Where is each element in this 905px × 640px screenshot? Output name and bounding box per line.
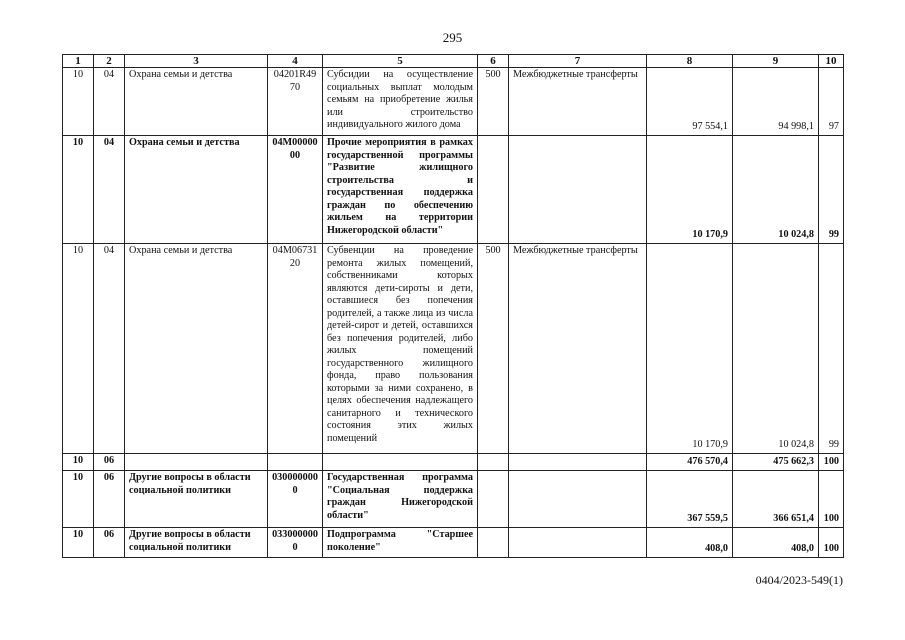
subsection-code: 04 bbox=[94, 244, 125, 454]
table-row bbox=[63, 244, 844, 454]
description: Государственная программа "Социальная поддержка граждан Нижегородской области" bbox=[323, 471, 478, 528]
target-code: 04М0000000 bbox=[268, 136, 323, 244]
section-code: 10 bbox=[63, 454, 94, 471]
expense-type-name: Межбюджетные трансферты bbox=[509, 244, 647, 454]
col-header: 2 bbox=[94, 55, 125, 68]
subsection-code: 06 bbox=[94, 528, 125, 558]
percent-executed: 97 bbox=[819, 68, 844, 136]
percent-executed: 100 bbox=[819, 454, 844, 471]
amount-planned: 367 559,5 bbox=[647, 471, 733, 528]
section-code: 10 bbox=[63, 471, 94, 528]
col-header: 1 bbox=[63, 55, 94, 68]
percent-executed: 99 bbox=[819, 136, 844, 244]
expense-type-code: 500 bbox=[478, 68, 509, 136]
subsection-code: 04 bbox=[94, 136, 125, 244]
col-header: 4 bbox=[268, 55, 323, 68]
target-code: 04201R4970 bbox=[268, 68, 323, 136]
description bbox=[323, 454, 478, 471]
amount-planned: 10 170,9 bbox=[647, 136, 733, 244]
table-row bbox=[63, 136, 844, 244]
expense-type-name: Межбюджетные трансферты bbox=[509, 68, 647, 136]
subsection-code: 04 bbox=[94, 68, 125, 136]
section-code: 10 bbox=[63, 68, 94, 136]
col-header: 7 bbox=[509, 55, 647, 68]
expense-type-code bbox=[478, 454, 509, 471]
col-header: 8 bbox=[647, 55, 733, 68]
target-code: 04М0673120 bbox=[268, 244, 323, 454]
budget-table bbox=[62, 54, 844, 558]
col-header: 9 bbox=[733, 55, 819, 68]
subsection-code: 06 bbox=[94, 471, 125, 528]
amount-planned: 97 554,1 bbox=[647, 68, 733, 136]
expense-type-code bbox=[478, 471, 509, 528]
col-header: 5 bbox=[323, 55, 478, 68]
amount-executed: 475 662,3 bbox=[733, 454, 819, 471]
expense-type-code: 500 bbox=[478, 244, 509, 454]
document-code: 0404/2023-549(1) bbox=[755, 573, 843, 587]
amount-planned: 10 170,9 bbox=[647, 244, 733, 454]
col-header: 6 bbox=[478, 55, 509, 68]
amount-planned: 476 570,4 bbox=[647, 454, 733, 471]
percent-executed: 100 bbox=[819, 471, 844, 528]
description: Подпрограмма "Старшее поколение" bbox=[323, 528, 478, 558]
subsection-code: 06 bbox=[94, 454, 125, 471]
target-code bbox=[268, 454, 323, 471]
expense-type-name bbox=[509, 471, 647, 528]
amount-executed: 10 024,8 bbox=[733, 244, 819, 454]
subsection-name bbox=[125, 454, 268, 471]
table-row bbox=[63, 471, 844, 528]
description: Субсидии на осуществление социальных выплат молодым семьям на приобретение жилья или строительство индивидуального жилого дома bbox=[323, 68, 478, 136]
amount-executed: 10 024,8 bbox=[733, 136, 819, 244]
amount-executed: 94 998,1 bbox=[733, 68, 819, 136]
subsection-name: Другие вопросы в области социальной политики bbox=[125, 528, 268, 558]
header-row bbox=[63, 55, 844, 68]
table-row bbox=[63, 454, 844, 471]
subsection-name: Другие вопросы в области социальной политики bbox=[125, 471, 268, 528]
amount-executed: 408,0 bbox=[733, 528, 819, 558]
table-row bbox=[63, 68, 844, 136]
col-header: 3 bbox=[125, 55, 268, 68]
target-code: 0300000000 bbox=[268, 471, 323, 528]
col-header: 10 bbox=[819, 55, 844, 68]
page-number: 295 bbox=[442, 30, 463, 45]
subsection-name: Охрана семьи и детства bbox=[125, 244, 268, 454]
description: Субвенции на проведение ремонта жилых помещений, собственниками которых являются дети-сироты и дети, оставшиеся без попечения родителей, а также лица из числа детей-сирот и детей, оставшихся без попечения родителей, либо жилых помещений государственного жилищного фонда, право пользования которыми за ними сохранено, в целях обеспечения надлежащего санитарного и технического состояния этих жилых помещений bbox=[323, 244, 478, 454]
subsection-name: Охрана семьи и детства bbox=[125, 136, 268, 244]
section-code: 10 bbox=[63, 244, 94, 454]
percent-executed: 100 bbox=[819, 528, 844, 558]
expense-type-code bbox=[478, 136, 509, 244]
amount-planned: 408,0 bbox=[647, 528, 733, 558]
expense-type-code bbox=[478, 528, 509, 558]
amount-executed: 366 651,4 bbox=[733, 471, 819, 528]
expense-type-name bbox=[509, 136, 647, 244]
table-row bbox=[63, 528, 844, 558]
percent-executed: 99 bbox=[819, 244, 844, 454]
target-code: 0330000000 bbox=[268, 528, 323, 558]
section-code: 10 bbox=[63, 136, 94, 244]
description: Прочие мероприятия в рамках государственной программы "Развитие жилищного строительства и государственная поддержка граждан по обеспечению жильем на территории Нижегородской области" bbox=[323, 136, 478, 244]
subsection-name: Охрана семьи и детства bbox=[125, 68, 268, 136]
section-code: 10 bbox=[63, 528, 94, 558]
expense-type-name bbox=[509, 454, 647, 471]
expense-type-name bbox=[509, 528, 647, 558]
